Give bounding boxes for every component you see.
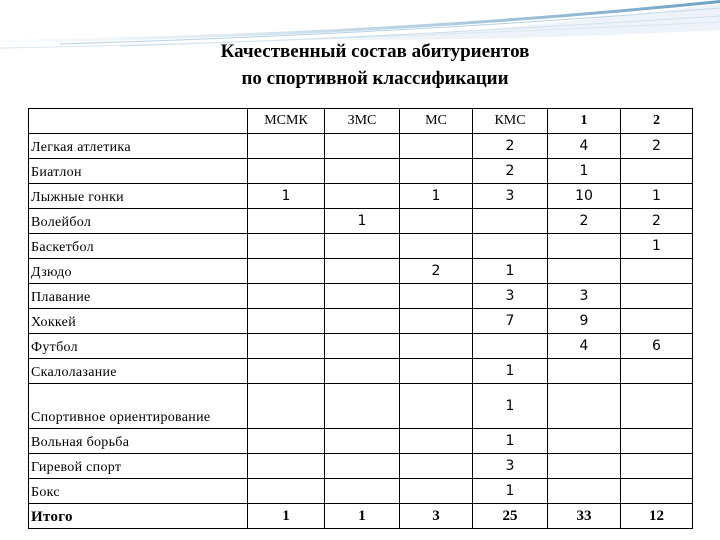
count-cell xyxy=(400,429,473,454)
count-cell: 7 xyxy=(473,309,548,334)
count-cell xyxy=(400,284,473,309)
count-cell xyxy=(248,284,325,309)
count-cell xyxy=(621,429,693,454)
count-cell xyxy=(325,429,400,454)
sport-name-cell: Волейбол xyxy=(29,209,248,234)
count-cell: 12 xyxy=(621,504,693,529)
column-header: МС xyxy=(400,109,473,134)
count-cell xyxy=(325,134,400,159)
column-header: КМС xyxy=(473,109,548,134)
table-row xyxy=(29,134,693,159)
count-cell xyxy=(248,259,325,284)
sport-name-cell: Гиревой спорт xyxy=(29,454,248,479)
page-title xyxy=(140,38,610,92)
table-row xyxy=(29,454,693,479)
count-cell xyxy=(548,234,621,259)
count-cell xyxy=(248,384,325,429)
table-row xyxy=(29,159,693,184)
count-cell xyxy=(400,479,473,504)
table-row xyxy=(29,259,693,284)
count-cell: 9 xyxy=(548,309,621,334)
count-cell xyxy=(400,384,473,429)
count-cell: 4 xyxy=(548,134,621,159)
count-cell xyxy=(473,209,548,234)
count-cell xyxy=(621,159,693,184)
count-cell xyxy=(548,259,621,284)
sport-name-cell: Хоккей xyxy=(29,309,248,334)
count-cell: 1 xyxy=(621,234,693,259)
count-cell: 3 xyxy=(473,454,548,479)
count-cell: 6 xyxy=(621,334,693,359)
column-header: 1 xyxy=(548,109,621,134)
header-corner-cell xyxy=(29,109,248,134)
sport-name-cell: Итого xyxy=(29,504,248,529)
sport-name-cell: Спортивное ориентирование xyxy=(29,384,248,429)
title-line-2: по спортивной классификации xyxy=(241,68,509,89)
table-row xyxy=(29,209,693,234)
sport-name-cell: Биатлон xyxy=(29,159,248,184)
count-cell xyxy=(248,209,325,234)
count-cell xyxy=(248,334,325,359)
count-cell xyxy=(548,384,621,429)
count-cell xyxy=(621,284,693,309)
sport-name-cell: Вольная борьба xyxy=(29,429,248,454)
sport-name-cell: Баскетбол xyxy=(29,234,248,259)
count-cell xyxy=(621,309,693,334)
count-cell: 1 xyxy=(473,429,548,454)
count-cell xyxy=(400,209,473,234)
count-cell xyxy=(400,359,473,384)
count-cell: 1 xyxy=(325,504,400,529)
count-cell xyxy=(325,454,400,479)
count-cell xyxy=(548,479,621,504)
count-cell xyxy=(248,234,325,259)
table-row xyxy=(29,384,693,429)
count-cell xyxy=(248,454,325,479)
count-cell: 33 xyxy=(548,504,621,529)
count-cell: 1 xyxy=(621,184,693,209)
count-cell: 1 xyxy=(248,184,325,209)
count-cell: 1 xyxy=(400,184,473,209)
count-cell xyxy=(248,159,325,184)
count-cell: 3 xyxy=(473,184,548,209)
count-cell xyxy=(400,309,473,334)
sport-name-cell: Плавание xyxy=(29,284,248,309)
count-cell: 1 xyxy=(473,359,548,384)
column-header: МСМК xyxy=(248,109,325,134)
count-cell xyxy=(325,384,400,429)
table-row xyxy=(29,234,693,259)
count-cell: 4 xyxy=(548,334,621,359)
count-cell xyxy=(548,454,621,479)
count-cell: 2 xyxy=(621,134,693,159)
count-cell xyxy=(325,309,400,334)
table-row xyxy=(29,334,693,359)
count-cell xyxy=(248,309,325,334)
count-cell xyxy=(400,234,473,259)
count-cell: 1 xyxy=(248,504,325,529)
sport-name-cell: Бокс xyxy=(29,479,248,504)
count-cell: 1 xyxy=(473,259,548,284)
count-cell: 1 xyxy=(473,479,548,504)
count-cell xyxy=(325,334,400,359)
count-cell: 10 xyxy=(548,184,621,209)
sport-name-cell: Легкая атлетика xyxy=(29,134,248,159)
table-row xyxy=(29,359,693,384)
count-cell: 1 xyxy=(473,384,548,429)
sport-name-cell: Дзюдо xyxy=(29,259,248,284)
count-cell xyxy=(473,334,548,359)
count-cell xyxy=(325,159,400,184)
count-cell xyxy=(621,454,693,479)
sport-name-cell: Лыжные гонки xyxy=(29,184,248,209)
count-cell: 3 xyxy=(400,504,473,529)
count-cell xyxy=(248,479,325,504)
total-row xyxy=(29,504,693,529)
count-cell xyxy=(325,479,400,504)
table-row xyxy=(29,184,693,209)
table-row xyxy=(29,309,693,334)
count-cell xyxy=(400,134,473,159)
count-cell xyxy=(325,234,400,259)
count-cell xyxy=(325,259,400,284)
count-cell: 2 xyxy=(400,259,473,284)
count-cell: 2 xyxy=(548,209,621,234)
table-row xyxy=(29,284,693,309)
count-cell xyxy=(248,429,325,454)
count-cell xyxy=(621,384,693,429)
count-cell: 25 xyxy=(473,504,548,529)
header-row xyxy=(29,109,693,134)
title-line-1: Качественный состав абитуриентов xyxy=(220,41,530,62)
table-row xyxy=(29,479,693,504)
count-cell xyxy=(248,134,325,159)
count-cell xyxy=(621,479,693,504)
count-cell: 1 xyxy=(548,159,621,184)
sport-name-cell: Скалолазание xyxy=(29,359,248,384)
count-cell xyxy=(325,284,400,309)
count-cell xyxy=(548,429,621,454)
count-cell xyxy=(325,359,400,384)
count-cell xyxy=(248,359,325,384)
count-cell xyxy=(325,184,400,209)
count-cell xyxy=(473,234,548,259)
column-header: ЗМС xyxy=(325,109,400,134)
count-cell xyxy=(400,159,473,184)
count-cell: 2 xyxy=(473,134,548,159)
count-cell: 1 xyxy=(325,209,400,234)
count-cell xyxy=(548,359,621,384)
count-cell xyxy=(621,259,693,284)
count-cell xyxy=(621,359,693,384)
sport-name-cell: Футбол xyxy=(29,334,248,359)
column-header: 2 xyxy=(621,109,693,134)
count-cell: 3 xyxy=(548,284,621,309)
count-cell xyxy=(400,334,473,359)
count-cell xyxy=(400,454,473,479)
count-cell: 3 xyxy=(473,284,548,309)
count-cell: 2 xyxy=(473,159,548,184)
classification-table xyxy=(28,108,693,529)
count-cell: 2 xyxy=(621,209,693,234)
table-row xyxy=(29,429,693,454)
